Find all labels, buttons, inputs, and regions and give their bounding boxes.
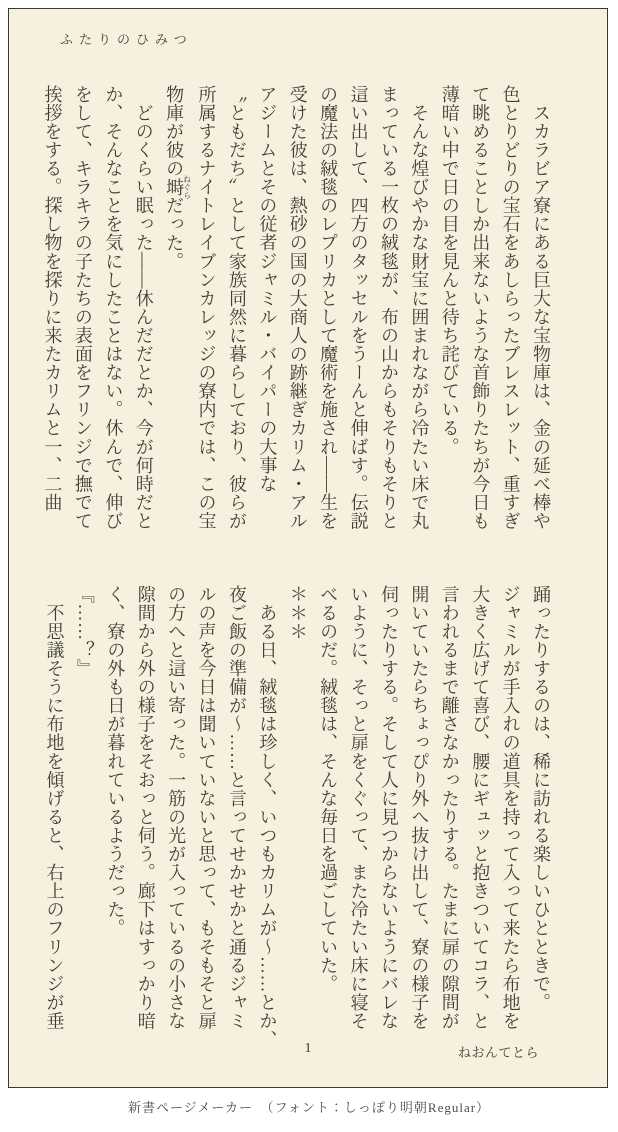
generator-caption: 新書ページメーカー （フォント：しっぽり明朝Regular）	[127, 1100, 491, 1115]
text-column: く、寮の外も日が暮れているようだった。	[105, 585, 126, 938]
text-column: べるのだ。絨毯は、そんな毎日を過ごしていた。	[318, 585, 339, 994]
text-column: どのくらい眠った――休んだだとか、今が何時だと	[133, 85, 154, 531]
text-column: ＊＊＊	[287, 585, 308, 641]
page-number: 1	[304, 1041, 312, 1056]
text-column: 物庫が彼の塒ねぐらだった。	[164, 85, 192, 271]
text-column: 這い出して、四方のタッセルをうーんと伸ばす。伝説	[348, 85, 369, 531]
text-column: いように、そっと扉をくぐって、また冷たい床に寝そ	[348, 585, 369, 1031]
text-block-top	[37, 85, 556, 541]
text-column: ある日、絨毯は珍しく、いつもカリムが～……とか、	[257, 585, 278, 1049]
text-column: の魔法の絨毯のレプリカとして魔術を施され――生を	[318, 85, 339, 531]
text-column: まっている一枚の絨毯が、布の山からもそりもそりと	[378, 85, 399, 531]
text-column: スカラビア寮にある巨大な宝物庫は、金の延べ棒や	[531, 85, 551, 531]
text-column: 言われるまで離さなかったりする。たまに扉の隙間が	[439, 585, 460, 1031]
text-column: ジャミルが手入れの道具を持って入って来たら布地を	[500, 585, 521, 1031]
text-column: アジームとその従者ジャミル・バイパーの大事な	[257, 85, 278, 494]
text-column: 踊ったりするのは、稀に訪れる楽しいひとときで。	[531, 585, 551, 1012]
text-column: 挨拶をする。探し物を探りに来たカリムと一、二曲	[42, 85, 63, 512]
text-column: て眺めることしか出来ないような首飾りたちが今日も	[470, 85, 491, 531]
text-column: 受けた彼は、熱砂の国の大商人の跡継ぎカリム・アル	[287, 85, 308, 531]
text-column: か、そんなことを気にしたことはない。休んで、伸び	[103, 85, 124, 531]
text-column: 『……？』	[74, 585, 95, 678]
furigana-ruby: 塒ねぐら	[164, 175, 192, 200]
text-column: そんな煌びやかな財宝に囲まれながら冷たい床で丸	[409, 85, 430, 531]
author-name: ねおんてとら	[457, 1045, 539, 1060]
text-column: 夜ご飯の準備が～……と言ってせかせかと通るジャミ	[226, 585, 247, 1031]
text-column: 大きく広げて喜び、腰にギュッと抱きついてコラ、と	[470, 585, 491, 1031]
text-column: の方へと這い寄った。一筋の光が入っているの小さな	[166, 585, 187, 1031]
text-column: 伺ったりする。そして人に見つからないようにバレな	[378, 585, 399, 1031]
text-block-bottom	[39, 585, 556, 1049]
text-column: 薄暗い中で日の目を見んと待ち詫びている。	[439, 85, 460, 456]
text-column: 所属するナイトレイブンカレッジの寮内では、この宝	[196, 85, 217, 531]
text-column: 不思議そうに布地を傾げると、右上のフリンジが垂	[44, 585, 65, 1031]
text-column: ルの声を今日は聞いていないと思って、もそもそと扉	[196, 585, 217, 1031]
book-page	[8, 8, 608, 1088]
text-column: 〝ともだち〟として家族同然に暮らしており、彼らが	[226, 85, 247, 531]
text-column: 隙間から外の様子をそおっと伺う。廊下はすっかり暗	[135, 585, 156, 1031]
text-column: をして、キラキラの子たちの表面をフリンジで撫でて	[72, 85, 93, 531]
text-column: 開いていたらちょっぴり外へ抜け出して、寮の様子を	[409, 585, 430, 1031]
running-head-title: ふたりのひみつ	[60, 32, 193, 47]
text-column: 色とりどりの宝石をあしらったブレスレット、重すぎ	[500, 85, 521, 531]
